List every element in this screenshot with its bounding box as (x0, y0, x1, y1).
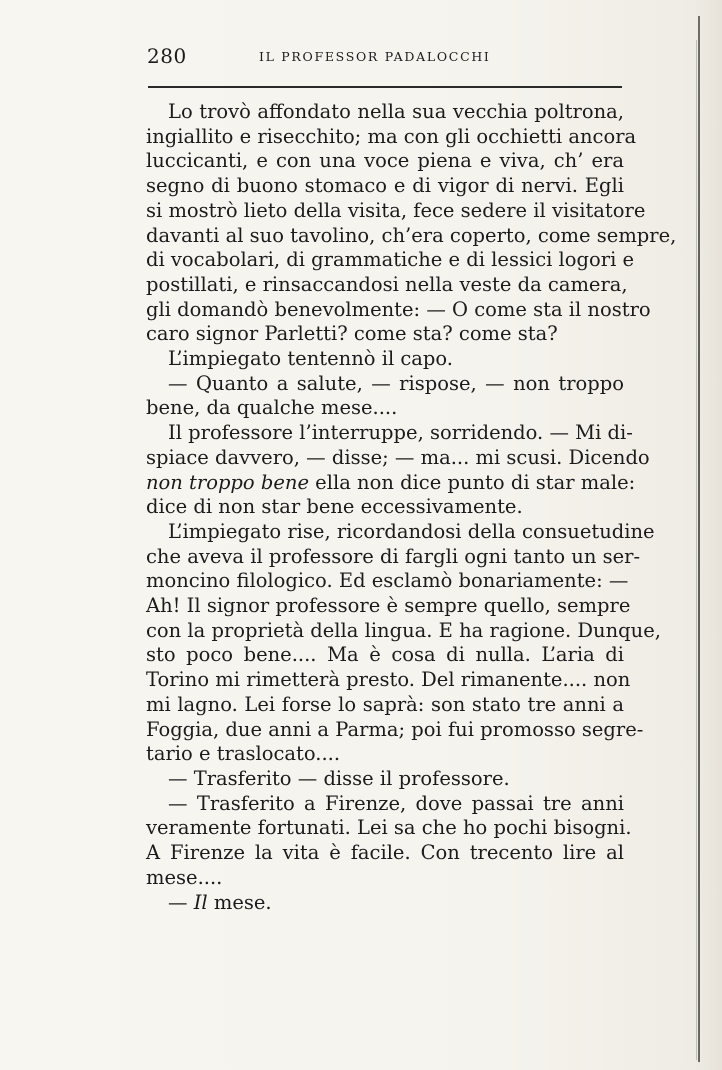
text-line: — Trasferito a Firenze, dove passai tre anni (168, 791, 624, 815)
text-line: tario e traslocato.... (146, 742, 341, 766)
text-line: bene, da qualche mese.... (146, 396, 398, 420)
text-line: luccicanti, e con una voce piena e viva, ch’ era (146, 149, 624, 173)
text-line: che aveva il professore di fargli ogni tanto un ser- (146, 544, 641, 568)
text-line: si mostrò lieto della visita, fece sedere il visitatore (146, 198, 646, 222)
text-line: postillati, e rinsaccandosi nella veste da camera, (146, 272, 628, 296)
page-edge-shadow-inner (696, 40, 697, 1060)
text-line: L’impiegato tentennò il capo. (168, 347, 454, 371)
italic-phrase: Il (193, 890, 208, 914)
text-line: Foggia, due anni a Parma; poi fui promosso segre- (146, 717, 644, 741)
paragraph-4 (146, 421, 650, 520)
text-line: Lo trovò affondato nella sua vecchia poltrona, (168, 100, 624, 123)
page-edge-shadow (698, 16, 700, 1062)
paragraph-2 (146, 347, 624, 372)
text-line: mese.... (146, 865, 223, 889)
text-line: davanti al suo tavolino, ch’era coperto, come sempre, (146, 223, 677, 247)
text-line-italic (146, 891, 624, 916)
running-head (147, 44, 623, 68)
text-line: — Quanto a salute, — rispose, — non troppo (168, 371, 624, 395)
text-line: A Firenze la vita è facile. Con trecento lire al (146, 841, 624, 865)
text-line: — Trasferito — disse il professore. (168, 766, 510, 790)
text-line: Ah! Il signor professore è sempre quello, sempre (146, 594, 631, 618)
text-line: gli domandò benevolmente: — O come sta il nostro (146, 297, 651, 321)
paragraph-8 (146, 891, 624, 916)
text-line: di vocabolari, di grammatiche e di lessici logori e (146, 248, 635, 272)
text-line: L’impiegato rise, ricordandosi della consuetudine (168, 519, 655, 543)
text-line: Torino mi rimetterà presto. Del rimanente.... non (146, 668, 631, 692)
text-fragment: — (168, 890, 194, 914)
page-number: 280 (147, 44, 187, 68)
paragraph-5 (146, 519, 661, 767)
paragraph-3 (146, 372, 624, 421)
text-line: segno di buono stomaco e di vigor di nervi. Egli (146, 174, 624, 198)
italic-phrase: non troppo bene (146, 470, 309, 494)
text-line: caro signor Parletti? come sta? come sta? (146, 322, 558, 346)
text-line: Il professore l’interruppe, sorridendo. — Mi di- (168, 421, 633, 445)
text-fragment: mese. (207, 890, 272, 914)
text-line: sto poco bene.... Ma è cosa di nulla. L’aria di (146, 643, 624, 667)
body-text (146, 100, 677, 915)
paragraph-7 (146, 791, 632, 891)
text-line: ingiallito e risecchito; ma con gli occhietti ancora (146, 124, 637, 148)
paragraph-6 (146, 767, 624, 792)
text-line: dice di non star bene eccessivamente. (146, 495, 523, 519)
text-line: mi lagno. Lei forse lo saprà: son stato tre anni a (146, 692, 624, 716)
paragraph-1 (146, 100, 677, 347)
text-line: con la proprietà della lingua. E ha ragione. Dunque, (146, 618, 661, 642)
text-line: veramente fortunati. Lei sa che ho pochi bisogni. (146, 816, 632, 840)
header-rule (148, 86, 622, 88)
text-fragment: ella non dice punto di star male: (308, 470, 636, 494)
page-header-title: IL PROFESSOR PADALOCCHI (259, 49, 491, 64)
text-line: moncino filologico. Ed esclamò bonariamente: — (146, 569, 629, 593)
text-line: spiace davvero, — disse; — ma... mi scusi. Dicendo (146, 445, 650, 469)
text-line-italic (146, 470, 636, 496)
